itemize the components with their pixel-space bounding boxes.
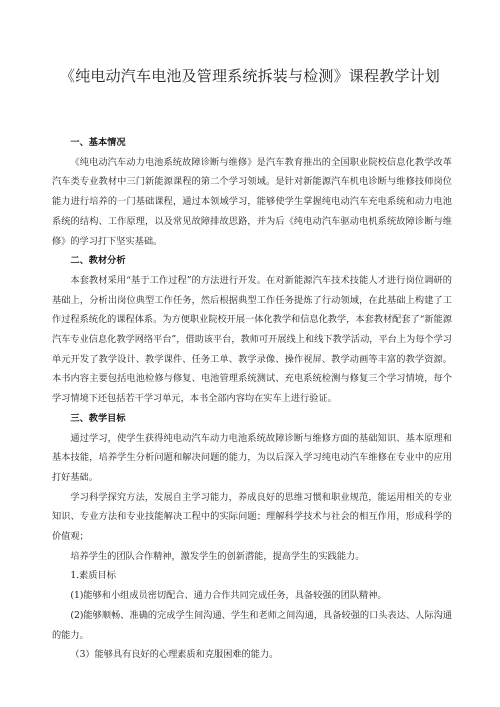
section-heading-teaching-goals: 三、教学目标	[70, 412, 126, 424]
list-item-quality-3: （3）能够具有良好的心理素质和克服困难的能力。	[70, 649, 279, 661]
section-heading-basic-info: 一、基本情况	[70, 137, 126, 148]
list-item-quality-1: (1)能够和小组成员密切配合、通力合作共同完成任务，具备较强的团队精神。	[70, 590, 387, 602]
document-body	[52, 133, 452, 665]
document-title: 《纯电动汽车电池及管理系统拆装与检测》课程教学计划	[60, 67, 441, 85]
paragraph-basic-info: 《纯电动汽车动力电池系统故障诊断与维修》是汽车教育推出的全国职业院校信息化教学改革汽车类专业教材中三门新能源课程的第二个学习领域。是针对新能源汽车机电诊断与维修技师岗位能力进行培养的一门基础课程，通过本领域学习，能够使学生掌握纯电动汽车充电系统和动力电池系统的结构、工作原理，以及常见故障排故思路，并为后《纯电动汽车驱动电机系统故障诊断与维修》的学习打下坚实基础。	[52, 156, 452, 247]
paragraph-goals-1: 通过学习，使学生获得纯电动汽车动力电池系统故障诊断与维修方面的基础知识、基本原理和基本技能，培养学生分析问题和解决问题的能力，为以后深入学习纯电动汽车维修在专业中的应用打好基础。	[52, 432, 452, 483]
sub-heading-quality-goals: 1.素质目标	[70, 570, 116, 582]
paragraph-textbook-analysis: 本套教材采用“基于工作过程”的方法进行开发。在对新能源汽车技术技能人才进行岗位调研的基础上，分析出岗位典型工作任务，然后根据典型工作任务提炼了行动领域，在此基础上构建了工作过程系统化的课程体系。为方便职业院校开展一体化教学和信息化教学，本套教材配套了“新能源汽车专业信息化教学网络平台”，借助该平台，教师可开展线上和线下教学活动，平台上为每个学习单元开发了教学设计、教学课件、任务工单、教学录像、操作视屏、教学动画等丰富的教学资源。本书内容主要包括电池检修与修复、电池管理系统测试、充电系统检测与修复三个学习情境，每个学习情境下还包括若干学习单元，本书全部内容均在实车上进行验证。	[52, 274, 452, 405]
paragraph-goals-2: 学习科学探究方法，发展自主学习能力，养成良好的思维习惯和职业规范，能运用相关的专业知识、专业方法和专业技能解决工程中的实际问题；理解科学技术与社会的相互作用，形成科学的价值观；	[52, 491, 452, 543]
paragraph-goals-3: 培养学生的团队合作精神，激发学生的创新潜能，提高学生的实践能力。	[70, 550, 365, 562]
list-item-quality-2: (2)能够顺畅、准确的完成学生间沟通、学生和老师之间沟通，具备较强的口头表达、人际沟通的能力。	[52, 609, 452, 641]
section-heading-textbook-analysis: 二、教材分析	[70, 255, 126, 267]
